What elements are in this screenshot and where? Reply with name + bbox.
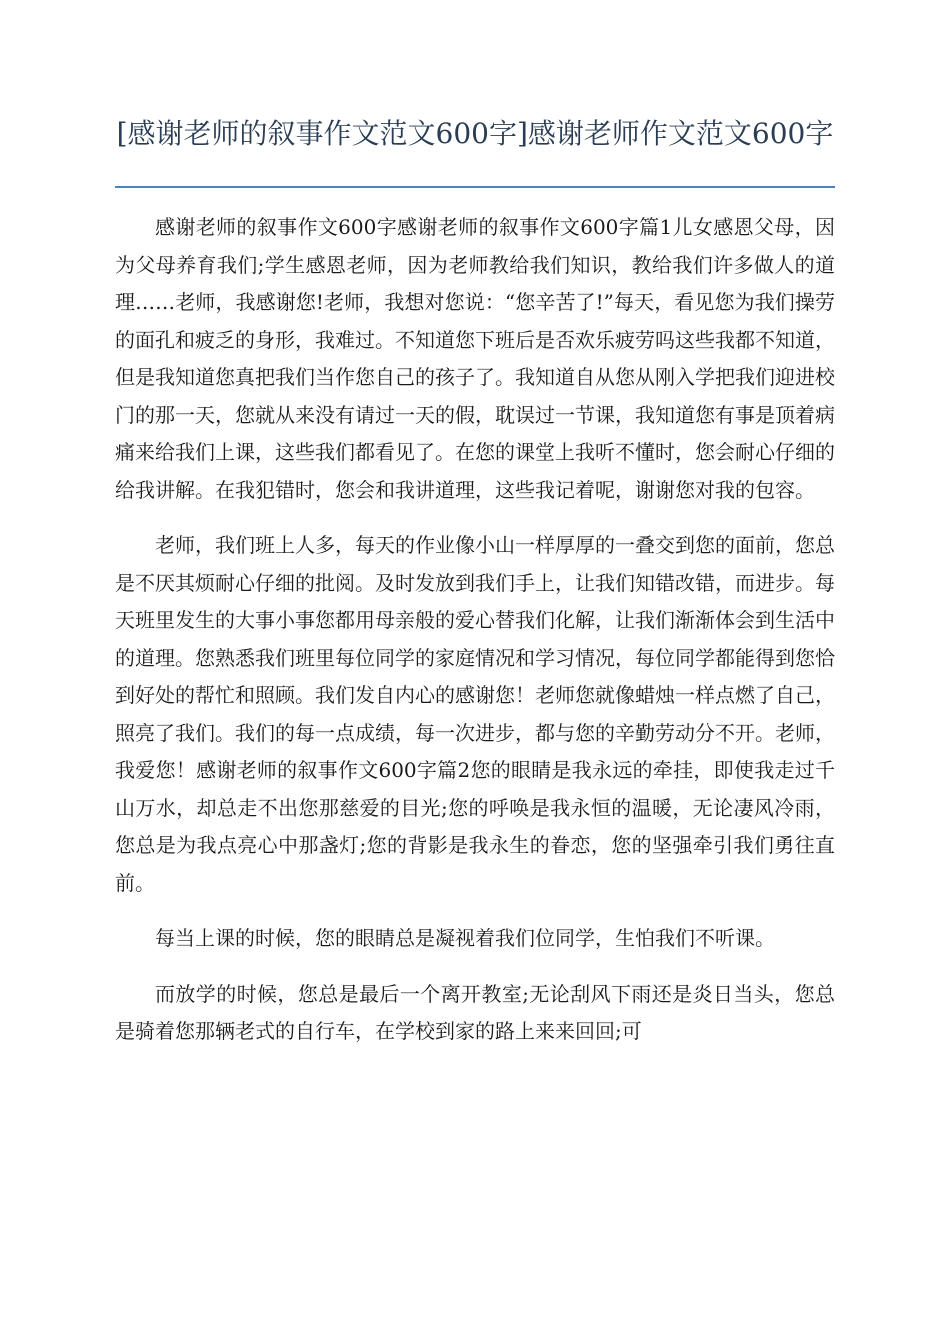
paragraph-1: 感谢老师的叙事作文600字感谢老师的叙事作文600字篇1儿女感恩父母，因为父母养育我们;学生感恩老师，因为老师教给我们知识，教给我们许多做人的道理……老师，我感谢您!老师，我想对您说：“您辛苦了!”每天，看见您为我们操劳的面孔和疲乏的身形，我难过。不知道您下班后是否欢乐疲劳吗这些我都不知道，但是我知道您真把我们当作您自己的孩子了。我知道自从您从刚入学把我们迎进校门的那一天，您就从来没有请过一天的假，耽误过一节课，我知道您有事是顶着病痛来给我们上课，这些我们都看见了。在您的课堂上我听不懂时，您会耐心仔细的给我讲解。在我犯错时，您会和我讲道理，这些我记着呢，谢谢您对我的包容。 (115, 215, 835, 502)
document-body (115, 209, 835, 1069)
paragraph-3: 每当上课的时候，您的眼睛总是凝视着我们位同学，生怕我们不听课。 (155, 926, 775, 950)
document-title: [感谢老师的叙事作文范文600字]感谢老师作文范文600字 (116, 117, 834, 150)
paragraph-2: 老师，我们班上人多，每天的作业像小山一样厚厚的一叠交到您的面前，您总是不厌其烦耐心仔细的批阅。及时发放到我们手上，让我们知错改错，而进步。每天班里发生的大事小事您都用母亲般的爱心替我们化解，让我们渐渐体会到生活中的道理。您熟悉我们班里每位同学的家庭情况和学习情况，每位同学都能得到您恰到好处的帮忙和照顾。我们发自内心的感谢您！老师您就像蜡烛一样点燃了自己，照亮了我们。我们的每一点成绩，每一次进步，都与您的辛勤劳动分不开。老师，我爱您！感谢老师的叙事作文600字篇2您的眼睛是我永远的牵挂，即使我走过千山万水，却总走不出您那慈爱的目光;您的呼唤是我永恒的温暖，无论凄风冷雨，您总是为我点亮心中那盏灯;您的背影是我永生的眷恋，您的坚强牵引我们勇往直前。 (115, 533, 835, 895)
title-underline (115, 186, 835, 188)
paragraph-4: 而放学的时候，您总是最后一个离开教室;无论刮风下雨还是炎日当头，您总是骑着您那辆老式的自行车，在学校到家的路上来来回回;可 (115, 981, 835, 1043)
